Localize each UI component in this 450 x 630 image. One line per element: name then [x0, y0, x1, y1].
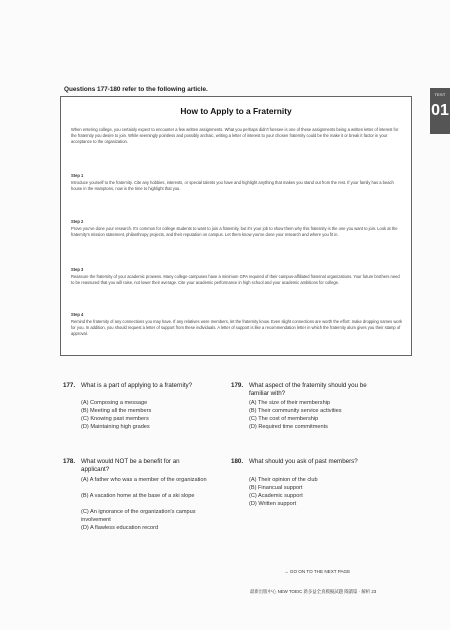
- questions-intro: Questions 177-180 refer to the following article.: [64, 86, 208, 93]
- test-number: 01: [431, 102, 449, 119]
- question-stem: What aspect of the fraternity should you be familiar with?: [249, 382, 367, 398]
- question-number: 177.: [63, 382, 76, 389]
- step-3-text: Reassure the fraternity of your academic prowess. Many college campuses have a minimum GPA required of their campus-affiliated fraternal organizations. Your future brothers need to be reassured that you will raise, not lower their average. Cite your academic performance in high school and your academic ambitions for college.: [71, 274, 400, 286]
- option-d[interactable]: (D) Required time commitments: [249, 424, 328, 430]
- article-intro-paragraph: When entering college, you certainly expect to encounter a few written assignments. What you perhaps didn't foresee is one of these assignments being a written letter of interest for the fraternity you desire to join. While seemingly pointless and possibly archaic, writing a letter of interest to your chosen fraternity could be the make it or break it factor in your acceptance to the organization.: [71, 127, 399, 145]
- article-title: How to Apply to a Fraternity: [180, 106, 292, 116]
- question-number: 178.: [63, 458, 76, 465]
- option-b[interactable]: (B) Financual support: [249, 485, 303, 491]
- test-tab-label: TEST: [434, 92, 446, 97]
- question-177: [63, 382, 213, 442]
- option-b[interactable]: (B) Meeting all the members: [81, 408, 152, 414]
- question-stem: What is a part of applying to a fraternity?: [81, 382, 193, 389]
- go-on-next-page: → GO ON TO THE NEXT PAGE: [284, 569, 351, 574]
- option-c[interactable]: (C) The cost of membership: [249, 416, 319, 422]
- article-box: [60, 96, 412, 356]
- option-a[interactable]: (A) The size of their membership: [249, 400, 331, 406]
- option-d[interactable]: (D) Written support: [249, 501, 297, 507]
- option-d[interactable]: (D) A flawless education record: [81, 525, 159, 531]
- option-d[interactable]: (D) Maintaining high grades: [81, 424, 150, 430]
- step-2-label: Step 2: [71, 219, 84, 224]
- question-180: [231, 458, 381, 518]
- option-a[interactable]: (A) Their opinion of the club: [249, 477, 318, 483]
- question-179: [231, 382, 381, 442]
- question-stem: What should you ask of past members?: [249, 458, 358, 465]
- step-3-label: Step 3: [71, 267, 84, 272]
- test-section-tab: [430, 88, 450, 134]
- step-4-label: Step 4: [71, 312, 84, 317]
- step-2-text: Prove you've done your research. It's common for college students to want to join a fraternity, but it's your job to show them why this fraternity is the one you want to join. Look at the fraternity's mission statement, philanthropy projects, and their reputation on campus. Let them know you've done your research and where you fit in.: [71, 226, 398, 238]
- option-c[interactable]: (C) An ignorance of the organization's campus involvement: [81, 509, 196, 523]
- option-b[interactable]: (B) Their community service activities: [249, 408, 342, 414]
- option-a[interactable]: (A) Composing a message: [81, 400, 148, 406]
- step-1-label: Step 1: [71, 173, 84, 178]
- question-178: [63, 458, 213, 558]
- step-4-text: Remind the fraternity of any connections you may have. If any relatives were members, let the fraternity know. Even slight connections are worth the effort: make dropping names work for you. In addition, you should request a letter of support from these individuals. A letter of support is like a recommendation letter in which the fraternity alum gives you their stamp of approval.: [71, 319, 402, 337]
- question-number: 180.: [231, 458, 244, 465]
- option-b[interactable]: (B) A vacation home at the base of a ski slope: [81, 493, 195, 499]
- step-1-text: Introduce yourself to the fraternity. Cite any hobbies, interests, or special talents you have and highlight anything that makes you stand out from the rest. If your family has a beach house in the Hamptons, now is the time to highlight that you.: [71, 180, 394, 192]
- question-number: 179.: [231, 382, 244, 389]
- option-c[interactable]: (C) Knowing past members: [81, 416, 149, 422]
- option-a[interactable]: (A) A father who was a member of the organization: [81, 477, 207, 483]
- page-footer: 最新出版中心 NEW TOEIC 新多益全真模擬試題 閱讀篇 · 解析 23: [250, 589, 377, 594]
- question-stem: What would NOT be a benefit for an applicant?: [81, 458, 180, 474]
- option-c[interactable]: (C) Academic support: [249, 493, 303, 499]
